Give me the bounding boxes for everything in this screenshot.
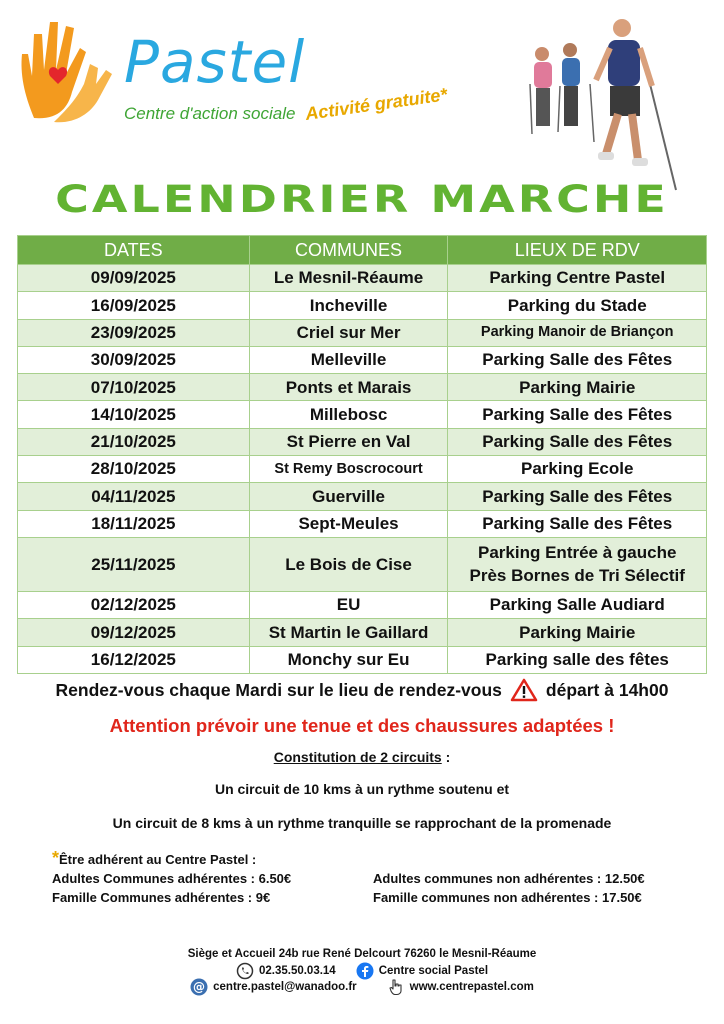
- email-address: centre.pastel@wanadoo.fr: [213, 981, 357, 993]
- pointing-hand-cursor-icon: [387, 978, 405, 996]
- lieu-line-1: Parking Entrée à gauche: [478, 542, 677, 562]
- at-sign-icon: [190, 978, 208, 996]
- lieu-cell: Parking Mairie: [448, 619, 707, 646]
- date-cell: 04/11/2025: [18, 483, 250, 510]
- date-cell: 28/10/2025: [18, 456, 250, 483]
- table-row: [18, 265, 707, 292]
- website-url: www.centrepastel.com: [409, 981, 534, 993]
- commune-cell: Criel sur Mer: [249, 319, 448, 346]
- lieu-cell: Parking salle des fêtes: [448, 646, 707, 673]
- hands-heart-logo-icon: [14, 14, 118, 126]
- date-cell: 07/10/2025: [18, 374, 250, 401]
- date-cell: 21/10/2025: [18, 428, 250, 455]
- column-header-lieux: LIEUX DE RDV: [448, 236, 707, 265]
- page-title: CALENDRIER MARCHE: [55, 176, 669, 222]
- date-cell: 09/12/2025: [18, 619, 250, 646]
- table-row: [18, 374, 707, 401]
- table-row: [18, 428, 707, 455]
- commune-cell: Le Bois de Cise: [249, 537, 448, 591]
- price-adults-non-members: Adultes communes non adhérentes : 12.50€: [373, 871, 645, 886]
- commune-cell: Le Mesnil-Réaume: [249, 265, 448, 292]
- lieu-cell: Parking Salle des Fêtes: [448, 346, 707, 373]
- footer-web-row: [0, 978, 724, 996]
- lieu-cell: Parking du Stade: [448, 292, 707, 319]
- walk-schedule-table: [17, 235, 707, 674]
- table-row: [18, 483, 707, 510]
- table-row: [18, 510, 707, 537]
- commune-cell: St Remy Boscrocourt: [249, 456, 448, 483]
- table-row: [18, 537, 707, 591]
- commune-cell: St Martin le Gaillard: [249, 619, 448, 646]
- commune-cell: EU: [249, 591, 448, 618]
- table-row: [18, 591, 707, 618]
- circuits-heading-colon: :: [441, 749, 451, 765]
- lieu-cell: Parking Salle des Fêtes: [448, 401, 707, 428]
- circuits-heading: [0, 749, 724, 765]
- circuit-1-text: Un circuit de 10 kms à un rythme soutenu et: [214, 781, 510, 797]
- facebook-page-name: Centre social Pastel: [378, 965, 489, 977]
- pricing-heading: [52, 848, 256, 869]
- website-contact[interactable]: [387, 978, 534, 996]
- date-cell: 14/10/2025: [18, 401, 250, 428]
- brand-subtitle: Centre d'action sociale: [124, 104, 296, 123]
- free-activity-label: Activité gratuite*: [304, 84, 449, 125]
- date-cell: 23/09/2025: [18, 319, 250, 346]
- date-cell: 30/09/2025: [18, 346, 250, 373]
- table-row: [18, 401, 707, 428]
- meeting-text: Rendez-vous chaque Mardi sur le lieu de rendez-vous: [55, 679, 502, 700]
- date-cell: 16/12/2025: [18, 646, 250, 673]
- lieu-cell: [448, 537, 707, 591]
- svg-text:@: @: [193, 980, 206, 994]
- circuits-heading-text: Constitution de 2 circuits: [273, 749, 442, 765]
- date-cell: 16/09/2025: [18, 292, 250, 319]
- commune-cell: St Pierre en Val: [249, 428, 448, 455]
- lieu-cell: Parking Salle Audiard: [448, 591, 707, 618]
- table-row: [18, 292, 707, 319]
- date-cell: 02/12/2025: [18, 591, 250, 618]
- table-row: [18, 619, 707, 646]
- table-row: [18, 319, 707, 346]
- lieu-cell: Parking Mairie: [448, 374, 707, 401]
- date-cell: 25/11/2025: [18, 537, 250, 591]
- price-family-members: Famille Communes adhérentes : 9€: [52, 890, 271, 905]
- commune-cell: Sept-Meules: [249, 510, 448, 537]
- nordic-walkers-illustration-icon: [520, 14, 686, 194]
- asterisk-mark: *: [52, 848, 60, 868]
- lieu-cell: Parking Centre Pastel: [448, 265, 707, 292]
- table-row: [18, 456, 707, 483]
- table-row: [18, 646, 707, 673]
- commune-cell: Millebosc: [249, 401, 448, 428]
- date-cell: 18/11/2025: [18, 510, 250, 537]
- lieu-cell: Parking Manoir de Briançon: [448, 319, 707, 346]
- circuit-2-text: Un circuit de 8 kms à un rythme tranquille se rapprochant de la promenade: [112, 815, 612, 831]
- attention-notice: Attention prévoir une tenue et des chaussures adaptées !: [109, 715, 615, 736]
- column-header-dates: DATES: [18, 236, 250, 265]
- commune-cell: Monchy sur Eu: [249, 646, 448, 673]
- column-header-communes: COMMUNES: [249, 236, 448, 265]
- table-row: [18, 346, 707, 373]
- email-contact[interactable]: [190, 978, 357, 996]
- footer-address: Siège et Accueil 24b rue René Delcourt 76260 le Mesnil-Réaume: [187, 948, 537, 960]
- lieu-cell: Parking Salle des Fêtes: [448, 510, 707, 537]
- lieu-cell: Parking Salle des Fêtes: [448, 483, 707, 510]
- price-adults-members: Adultes Communes adhérentes : 6.50€: [52, 871, 292, 886]
- date-cell: 09/09/2025: [18, 265, 250, 292]
- pricing-heading-text: Être adhérent au Centre Pastel :: [59, 852, 257, 867]
- meeting-info-line: [0, 678, 724, 702]
- brand-name: Pastel: [124, 28, 306, 96]
- commune-cell: Guerville: [249, 483, 448, 510]
- commune-cell: Incheville: [249, 292, 448, 319]
- lieu-line-2: Près Bornes de Tri Sélectif: [469, 566, 685, 586]
- lieu-cell: Parking Salle des Fêtes: [448, 428, 707, 455]
- warning-triangle-icon: [510, 678, 538, 702]
- departure-time-text: départ à 14h00: [545, 679, 669, 700]
- phone-number: 02.35.50.03.14: [258, 965, 336, 977]
- commune-cell: Melleville: [249, 346, 448, 373]
- lieu-cell: Parking Ecole: [448, 456, 707, 483]
- table-header-row: [18, 236, 707, 265]
- price-family-non-members: Famille communes non adhérentes : 17.50€: [373, 890, 642, 905]
- commune-cell: Ponts et Marais: [249, 374, 448, 401]
